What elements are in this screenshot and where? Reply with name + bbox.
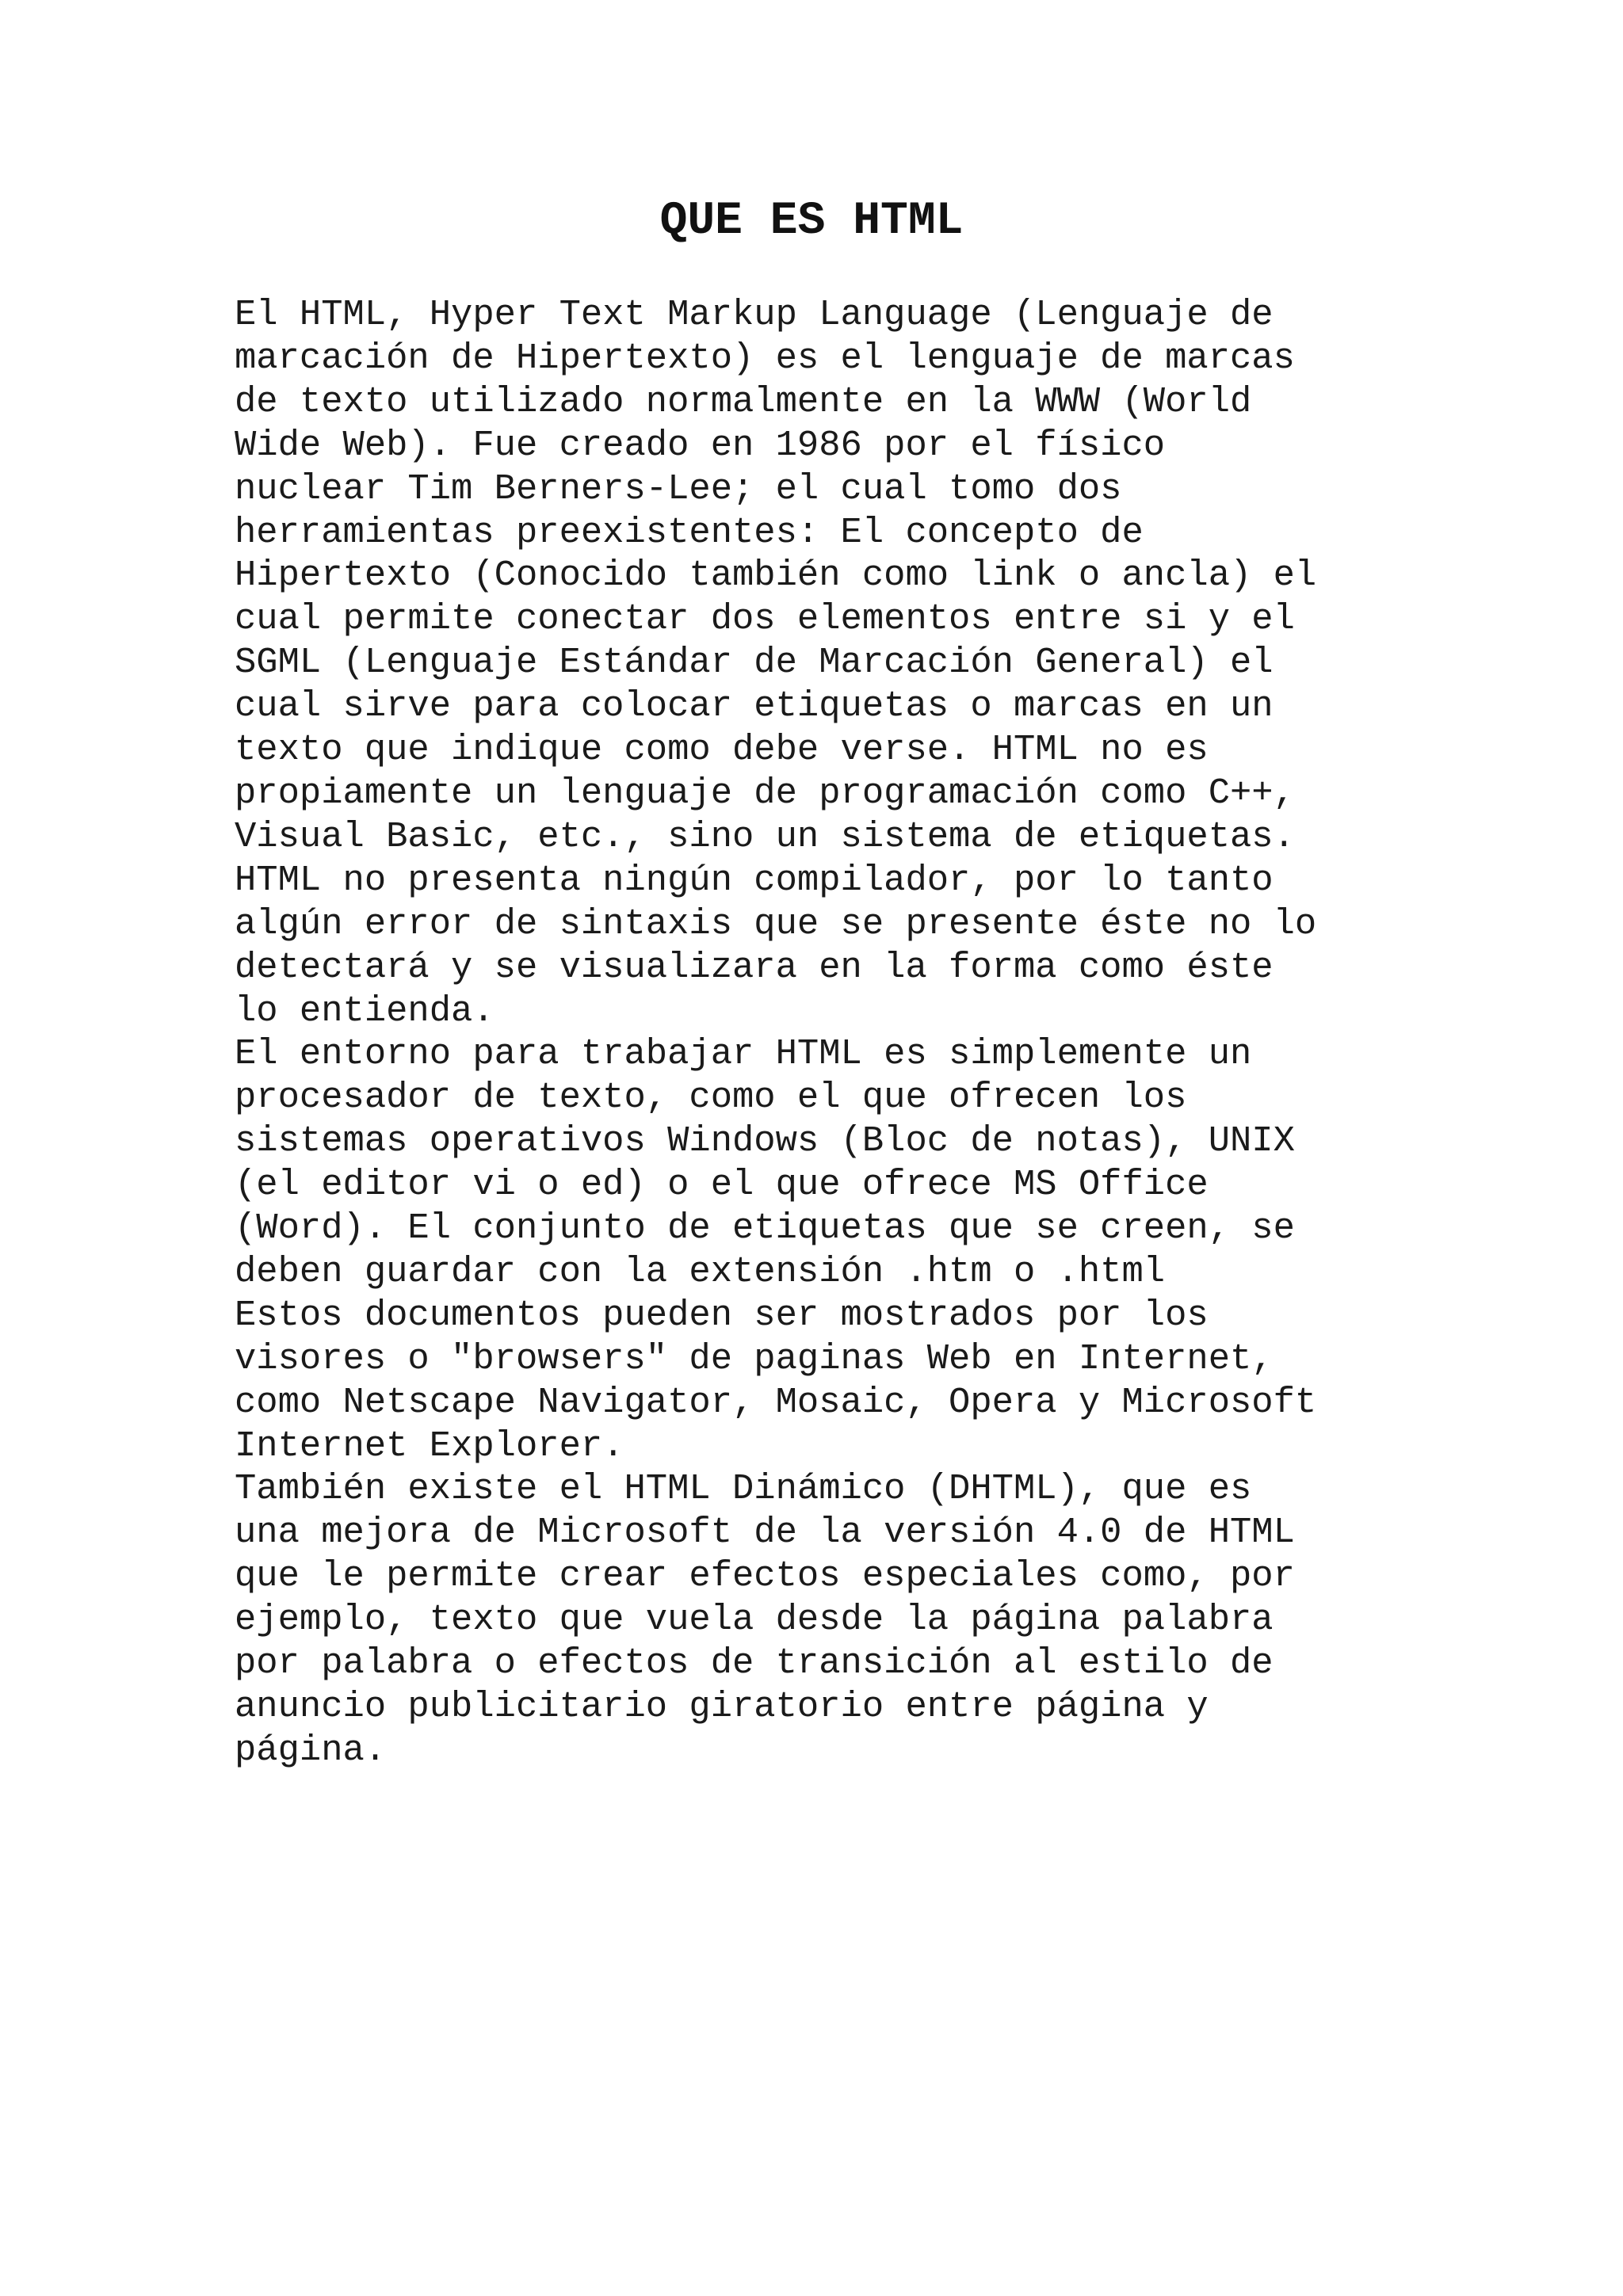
text-line: Estos documentos pueden ser mostrados por los <box>235 1294 1209 1336</box>
text-line: visores o "browsers" de paginas Web en Internet, <box>235 1337 1274 1379</box>
text-line: nuclear Tim Berners-Lee; el cual tomo dos <box>235 467 1122 509</box>
document-title: QUE ES HTML <box>659 196 964 247</box>
text-line: Visual Basic, etc., sino un sistema de etiquetas. <box>235 815 1295 857</box>
text-line: Hipertexto (Conocido también como link o ancla) el <box>235 555 1317 597</box>
text-line: por palabra o efectos de transición al estilo de <box>235 1642 1274 1684</box>
text-line: cual permite conectar dos elementos entre si y el <box>235 598 1295 640</box>
text-line: página. <box>235 1729 387 1771</box>
text-line: cual sirve para colocar etiquetas o marcas en un <box>235 685 1274 727</box>
text-line: (el editor vi o ed) o el que ofrece MS Office <box>235 1164 1209 1206</box>
text-line: anuncio publicitario giratorio entre página y <box>235 1686 1209 1727</box>
text-line: El entorno para trabajar HTML es simplemente un <box>235 1033 1252 1075</box>
text-line: detectará y se visualizara en la forma como éste <box>235 946 1274 988</box>
text-line: propiamente un lenguaje de programación como C++, <box>235 772 1295 814</box>
text-line: marcación de Hipertexto) es el lenguaje de marcas <box>235 337 1295 379</box>
text-line: una mejora de Microsoft de la versión 4.0 de HTML <box>235 1512 1295 1554</box>
text-line: También existe el HTML Dinámico (DHTML), que es <box>235 1468 1252 1510</box>
document-body <box>235 293 1407 1772</box>
text-line: texto que indique como debe verse. HTML no es <box>235 729 1209 771</box>
text-line: como Netscape Navigator, Mosaic, Opera y Microsoft <box>235 1381 1317 1423</box>
text-line: HTML no presenta ningún compilador, por lo tanto <box>235 859 1274 901</box>
text-line: que le permite crear efectos especiales como, por <box>235 1555 1295 1597</box>
text-line: herramientas preexistentes: El concepto de <box>235 511 1144 553</box>
text-line: algún error de sintaxis que se presente éste no lo <box>235 902 1317 944</box>
text-line: deben guardar con la extensión .htm o .html <box>235 1250 1166 1292</box>
text-line: El HTML, Hyper Text Markup Language (Lenguaje de <box>235 294 1274 335</box>
text-line: lo entienda. <box>235 990 495 1032</box>
text-line: Internet Explorer. <box>235 1425 624 1466</box>
text-line: (Word). El conjunto de etiquetas que se creen, se <box>235 1207 1295 1249</box>
text-line: ejemplo, texto que vuela desde la página palabra <box>235 1599 1274 1641</box>
text-line: SGML (Lenguaje Estándar de Marcación General) el <box>235 642 1274 684</box>
text-line: sistemas operativos Windows (Bloc de notas), UNIX <box>235 1120 1295 1162</box>
text-line: Wide Web). Fue creado en 1986 por el físico <box>235 424 1166 466</box>
text-line: procesador de texto, como el que ofrecen los <box>235 1077 1187 1119</box>
text-line: de texto utilizado normalmente en la WWW (World <box>235 380 1252 422</box>
